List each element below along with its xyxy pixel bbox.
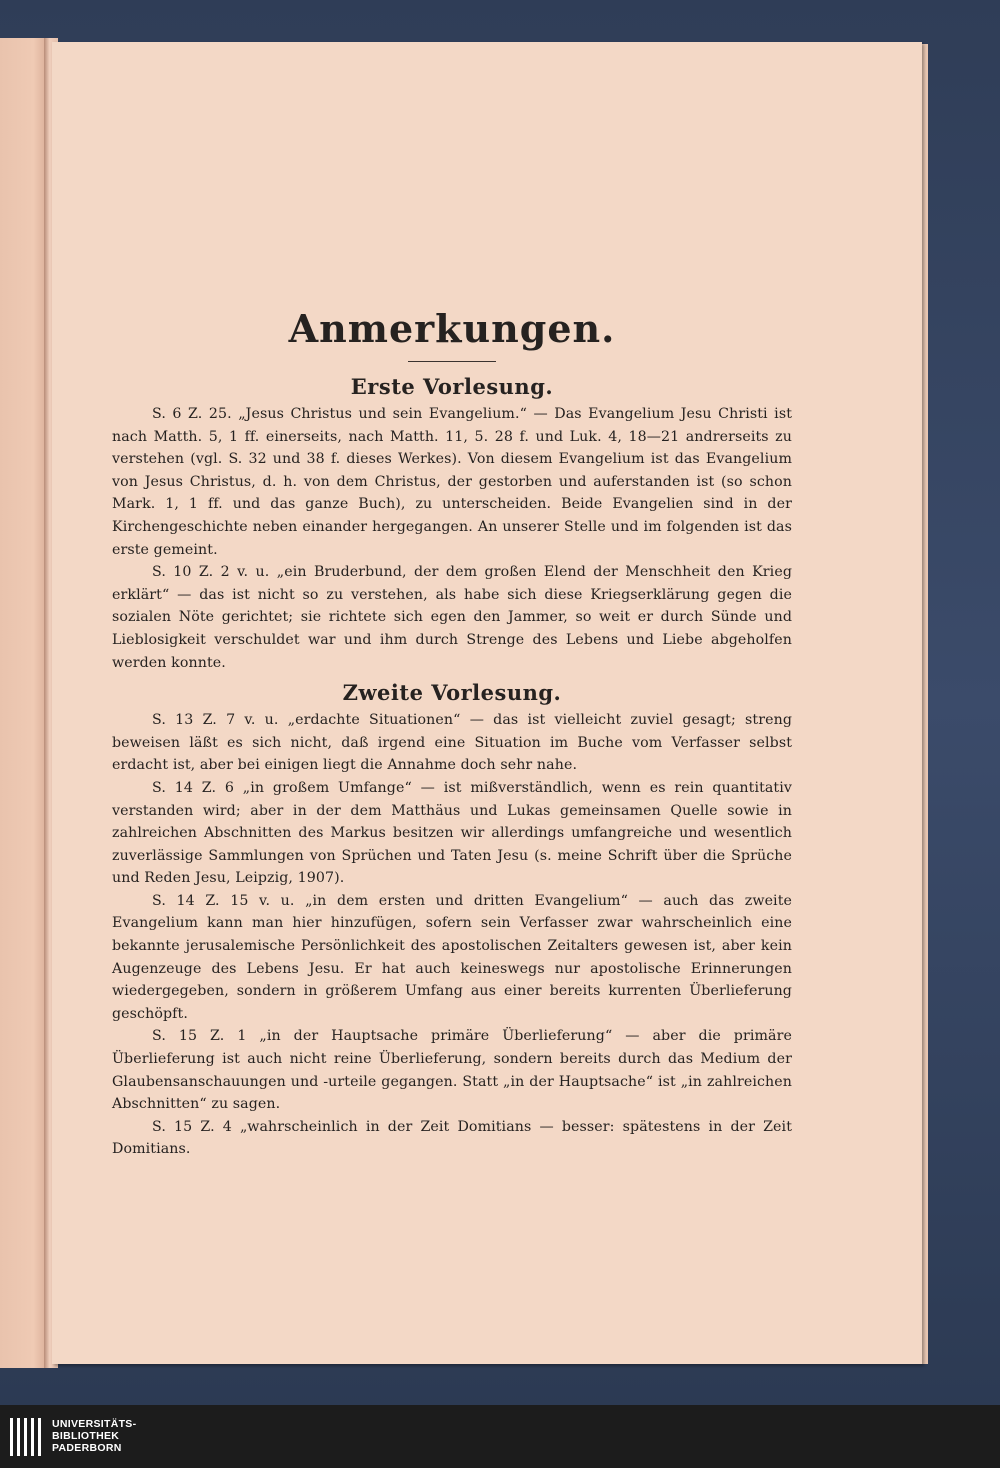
- note-paragraph: S. 14 Z. 6 „in großem Umfange“ — ist mißverständlich, wenn es rein quantitativ verstanden wird; aber in der dem Matthäus und Lukas gemeinsamen Quelle sowie in zahlreichen Abschnitten des Markus besitzen wir allerdings umfangreiche und wesentlich zuverlässige Sammlungen von Sprüchen und Taten Jesu (s. meine Schrift über die Sprüche und Reden Jesu, Leipzig, 1907).: [112, 779, 792, 887]
- library-logo: [8, 1414, 148, 1462]
- page-title: Anmerkungen.: [288, 306, 616, 351]
- section-zweite-vorlesung: [112, 680, 792, 1161]
- logo-line: PADERBORN: [52, 1442, 122, 1454]
- page-edge: [922, 44, 928, 1364]
- section-erste-vorlesung: [112, 374, 792, 674]
- section-heading: Erste Vorlesung.: [350, 374, 554, 399]
- note-paragraph: S. 10 Z. 2 v. u. „ein Bruderbund, der dem großen Elend der Menschheit den Krieg erklärt“ — das ist nicht so zu verstehen, als habe sich diese Kriegserklärung gegen die sozialen Nöte gerichtet; sie richtete sich egen den Jammer, so weit er durch Sünde und Lieblosigkeit verschuldet war und ihm durch Strenge des Lebens und Liebe abgeholfen werden konnte.: [112, 564, 792, 671]
- title-rule: [408, 361, 496, 362]
- note-paragraph: S. 15 Z. 1 „in der Hauptsache primäre Überlieferung“ — aber die primäre Überlieferung ist auch nicht reine Überlieferung, sondern bereits durch das Medium der Glaubensanschauungen und -urteile gegangen. Statt „in der Hauptsache“ ist „in zahlreichen Abschnitten“ zu sagen.: [112, 1028, 792, 1113]
- page-content: [112, 262, 792, 1161]
- logo-line: BIBLIOTHEK: [52, 1430, 120, 1442]
- note-paragraph: S. 14 Z. 15 v. u. „in dem ersten und dritten Evangelium“ — auch das zweite Evangelium kann man hier hinzufügen, sofern sein Verfasser zwar wahrscheinlich eine bekannte jerusalemische Persönlichkeit des apostolischen Zeitalters gewesen ist, aber kein Augenzeuge des Lebens Jesu. Er hat auch keineswegs nur apostolische Erinnerungen wiedergegeben, sondern in größerem Umfang aus einer bereits kurrenten Überlieferung geschöpft.: [112, 892, 792, 1022]
- logo-text: [52, 1418, 136, 1454]
- scan-footer-bar: [0, 1405, 1000, 1468]
- note-paragraph: S. 15 Z. 4 „wahrscheinlich in der Zeit Domitians — besser: spätestens in der Zeit Domitians.: [112, 1118, 792, 1158]
- section-heading: Zweite Vorlesung.: [342, 680, 562, 706]
- note-paragraph: S. 13 Z. 7 v. u. „erdachte Situationen“ — das ist vielleicht zuviel gesagt; streng beweisen läßt es sich nicht, daß irgend eine Situation im Buche vom Verfasser selbst erdacht ist, aber bei einigen liegt die Annahme doch sehr nahe.: [112, 712, 792, 774]
- note-paragraph: S. 6 Z. 25. „Jesus Christus und sein Evangelium.“ — Das Evangelium Jesu Christi ist nach Matth. 5, 1 ff. einerseits, nach Matth. 11, 5. 28 f. und Luk. 4, 18—21 andrerseits zu verstehen (vgl. S. 32 und 38 f. dieses Werkes). Von diesem Evangelium ist das Evangelium von Jesus Christus, d. h. von dem Christus, der gestorben und auferstanden ist (so schon Mark. 1, 1 ff. und das ganze Buch), zu unterscheiden. Beide Evangelien sind in der Kirchengeschichte neben einander hergegangen. An unserer Stelle und im folgenden ist das erste gemeint.: [112, 406, 792, 558]
- left-page-edge: [0, 38, 48, 1368]
- logo-line: UNIVERSITÄTS-: [52, 1418, 137, 1430]
